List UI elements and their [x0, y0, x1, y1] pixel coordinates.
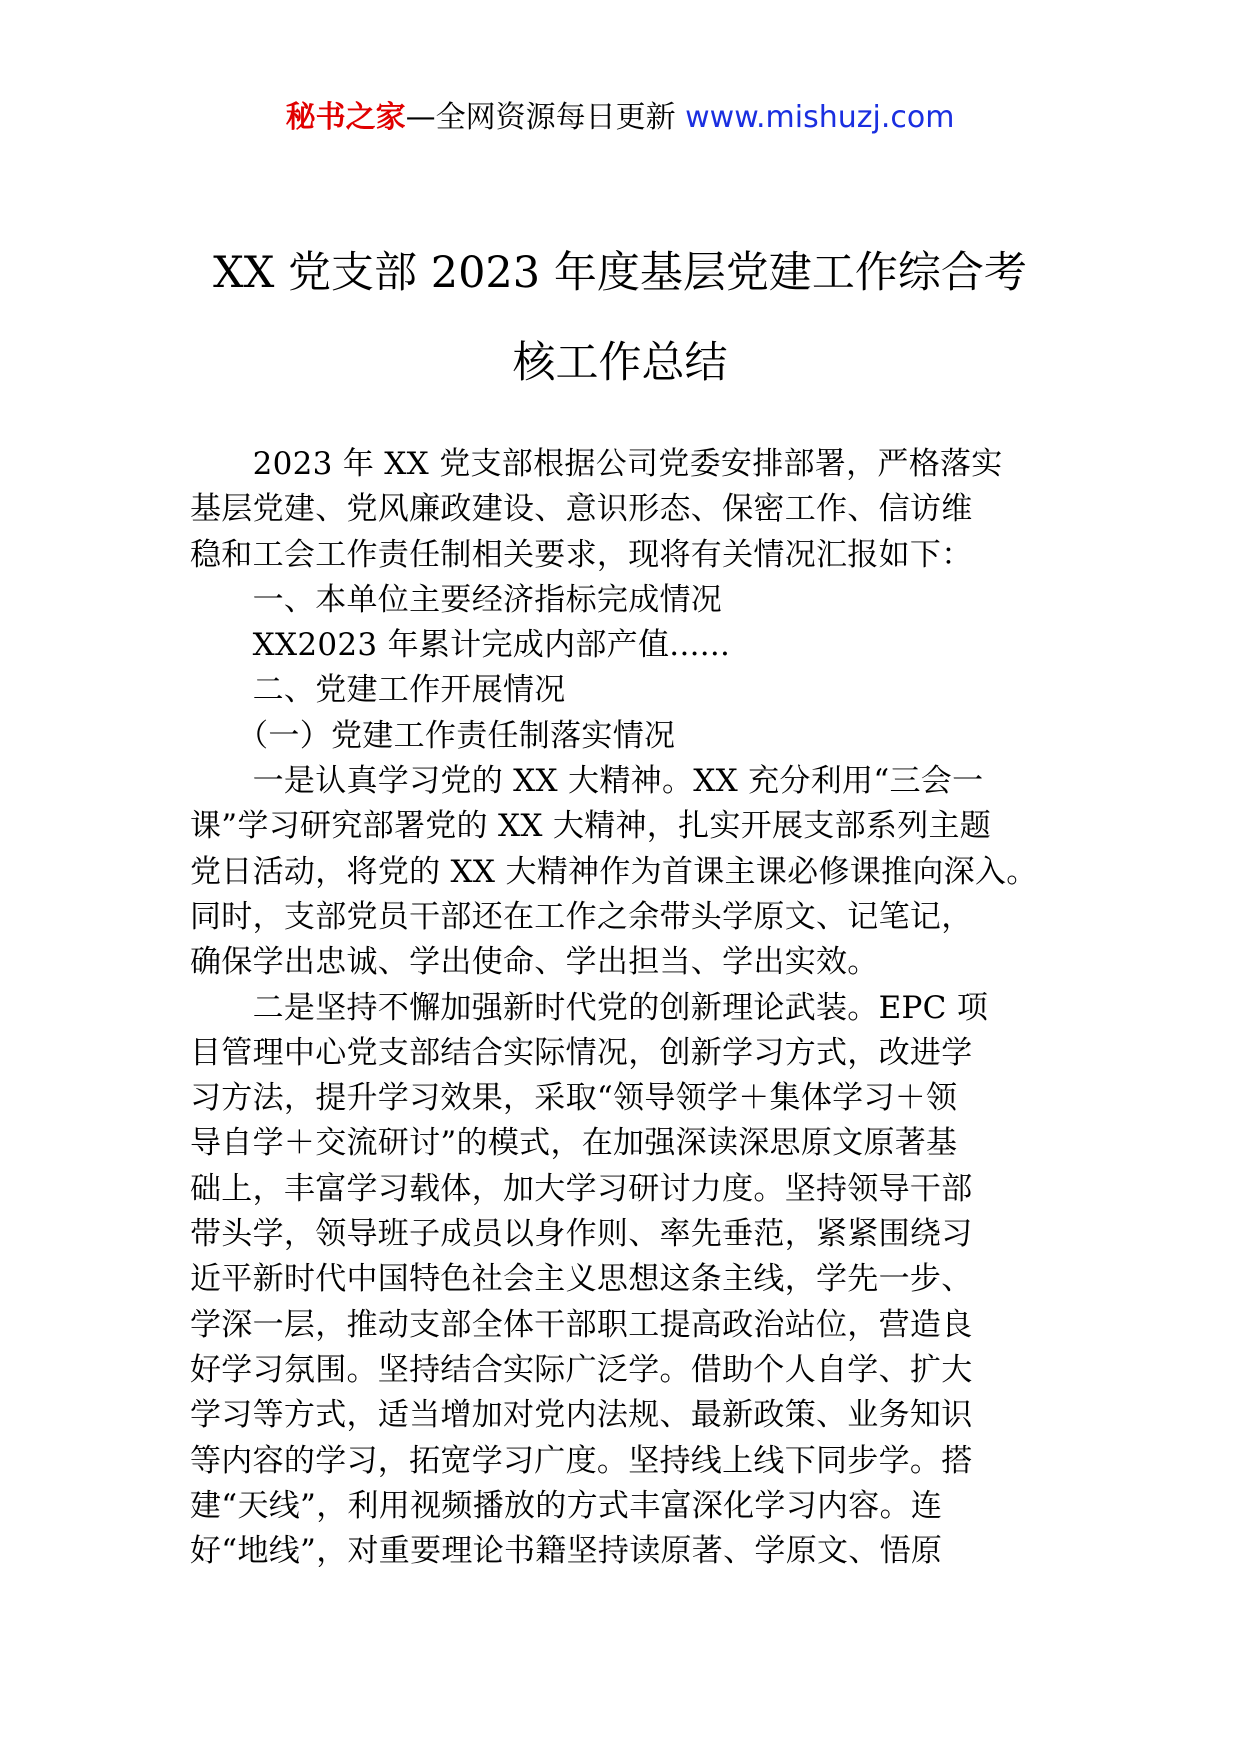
subsection-heading-1: （一）党建工作责任制落实情况	[190, 717, 676, 754]
body-line: 同时，支部党员干部还在工作之余带头学原文、记笔记，	[190, 898, 973, 935]
body-line: 础上，丰富学习载体，加大学习研讨力度。坚持领导干部	[190, 1170, 973, 1207]
body-line: 二是坚持不懈加强新时代党的创新理论武装。EPC 项	[190, 989, 989, 1026]
body-line: 党日活动，将党的 XX 大精神作为首课主课必修课推向深入。	[190, 853, 1038, 890]
body-line: 带头学，领导班子成员以身作则、率先垂范，紧紧围绕习	[190, 1216, 973, 1253]
site-url-link[interactable]: www.mishuzj.com	[685, 100, 955, 135]
body-line: 好“地线”，对重要理论书籍坚持读原著、学原文、悟原	[190, 1533, 943, 1570]
body-line: 好学习氛围。坚持结合实际广泛学。借助个人自学、扩大	[190, 1351, 973, 1388]
body-line: XX2023 年累计完成内部产值......	[190, 627, 731, 664]
document-body	[190, 442, 1070, 1574]
body-line: 近平新时代中国特色社会主义思想这条主线，学先一步、	[190, 1261, 973, 1298]
body-line: 目管理中心党支部结合实际情况，创新学习方式，改进学	[190, 1034, 973, 1071]
body-line: 稳和工会工作责任制相关要求，现将有关情况汇报如下：	[190, 536, 973, 573]
body-line: 习方法，提升学习效果，采取“领导领学＋集体学习＋领	[190, 1080, 958, 1117]
body-line: 建“天线”，利用视频播放的方式丰富深化学习内容。连	[190, 1487, 943, 1524]
title-line-2: 核工作总结	[512, 338, 728, 388]
header-tagline: —全网资源每日更新	[405, 100, 676, 135]
body-line: 课”学习研究部署党的 XX 大精神，扎实开展支部系列主题	[190, 808, 992, 845]
body-line: 学习等方式，适当增加对党内法规、最新政策、业务知识	[190, 1397, 973, 1434]
brand-name: 秘书之家	[285, 100, 406, 135]
body-line: 学深一层，推动支部全体干部职工提高政治站位，营造良	[190, 1306, 973, 1343]
section-heading-2: 二、党建工作开展情况	[190, 672, 566, 709]
section-heading-1: 一、本单位主要经济指标完成情况	[190, 581, 723, 618]
body-line: 等内容的学习，拓宽学习广度。坚持线上线下同步学。搭	[190, 1442, 973, 1479]
body-line: 基层党建、党风廉政建设、意识形态、保密工作、信访维	[190, 491, 973, 528]
title-line-1: XX 党支部 2023 年度基层党建工作综合考	[213, 248, 1027, 298]
body-line: 一是认真学习党的 XX 大精神。XX 充分利用“三会一	[190, 763, 984, 800]
site-header	[0, 98, 1240, 138]
document-title	[0, 228, 1240, 408]
body-line: 导自学＋交流研讨”的模式，在加强深读深思原文原著基	[190, 1125, 958, 1162]
body-line: 确保学出忠诚、学出使命、学出担当、学出实效。	[190, 944, 879, 981]
body-line: 2023 年 XX 党支部根据公司党委安排部署，严格落实	[190, 446, 1003, 482]
